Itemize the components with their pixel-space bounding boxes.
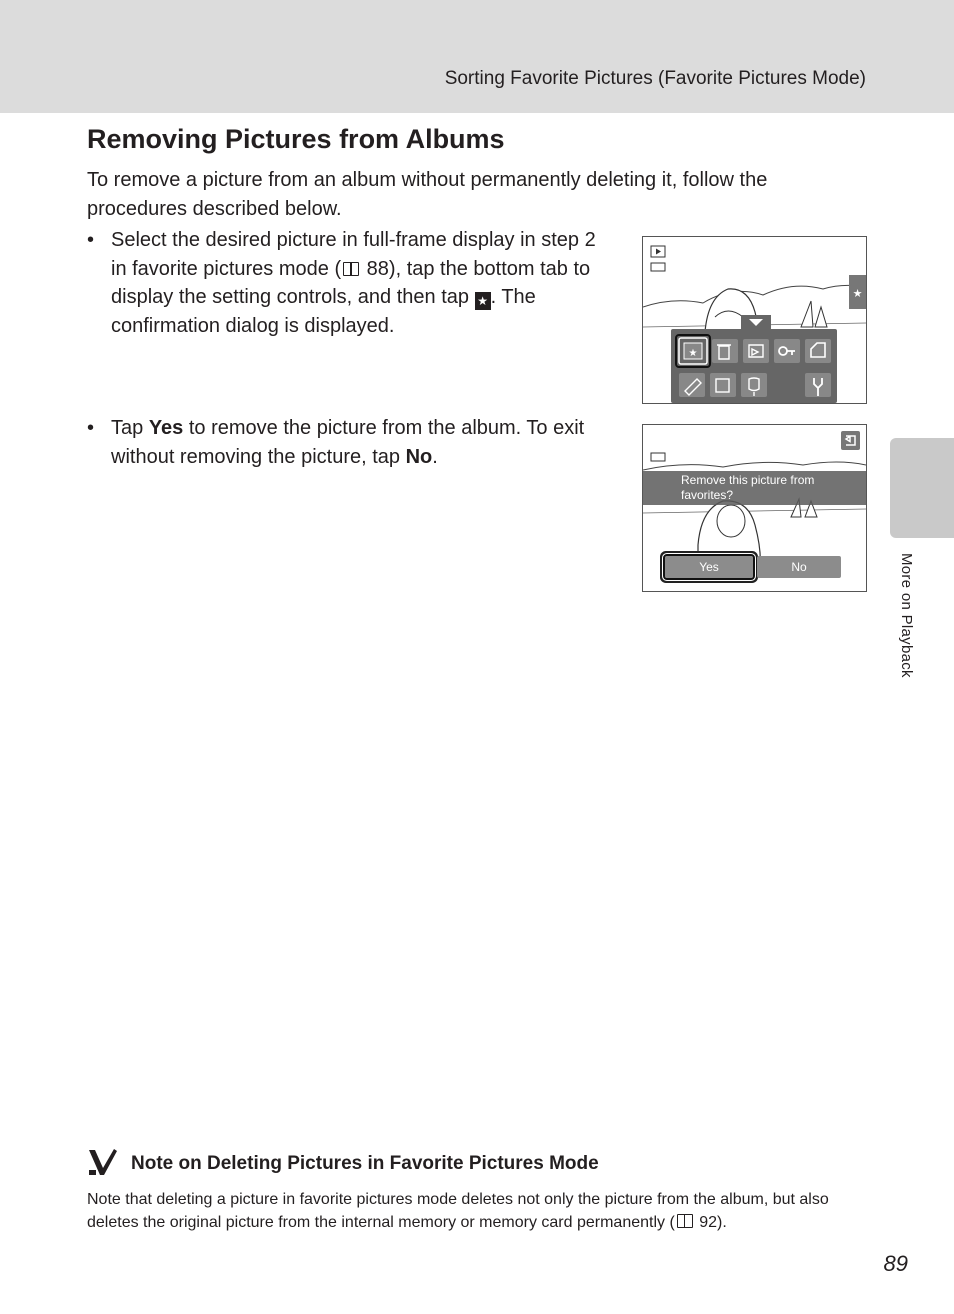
note-text-part: Note that deleting a picture in favorite pictures mode deletes not only the picture from the album, but also deletes the original picture from the internal memory or memory card permanently (: [87, 1191, 829, 1231]
settings-screen-illustration: [643, 237, 866, 403]
favorites-star-icon: ★: [475, 292, 491, 310]
note-heading: Note on Deleting Pictures in Favorite Pictures Mode: [131, 1153, 599, 1174]
svg-text:★: ★: [688, 348, 698, 359]
yes-keyword: Yes: [148, 417, 184, 439]
memory-icon: [651, 263, 665, 271]
bullet-text-1: [111, 226, 616, 340]
side-tab: [890, 438, 954, 538]
intro-paragraph: To remove a picture from an album without permanently deleting it, follow the procedures described below.: [87, 169, 768, 220]
running-header: Sorting Favorite Pictures (Favorite Pictures Mode): [444, 68, 866, 89]
bullet-dot: •: [87, 417, 95, 439]
bullet-item-2: [87, 414, 617, 474]
bullet-text-part: to remove the picture from the album. To exit without removing the picture, tap: [111, 417, 585, 468]
page-number: 89: [883, 1251, 908, 1276]
no-button[interactable]: No: [757, 556, 841, 578]
confirm-message: Remove this picture from favorites?: [643, 471, 866, 505]
header-band: [0, 0, 954, 113]
ref-page: 88: [366, 257, 389, 280]
edit-icon[interactable]: [710, 373, 736, 397]
note-check-icon: [88, 1148, 118, 1176]
memory-icon: [651, 453, 665, 461]
bullet-item-1: [87, 226, 617, 346]
bullet-text-part: ), tap the bottom tab to display the setting controls, and then tap: [111, 257, 591, 308]
book-ref-icon: [343, 262, 359, 276]
camera-screen-confirm: [642, 424, 867, 592]
bullet-text-2: [111, 414, 616, 471]
no-keyword: No: [405, 445, 433, 468]
bullet-text-part: .: [432, 445, 438, 468]
note-text-part: ).: [717, 1214, 727, 1231]
ref-page: 92: [699, 1214, 718, 1231]
bullet-text-part: Tap: [111, 417, 149, 439]
section-title: Removing Pictures from Albums: [87, 124, 505, 154]
bullet-text-part: . The confirmation dialog is displayed.: [111, 286, 536, 337]
paint-icon[interactable]: [679, 373, 705, 397]
note-body: [87, 1188, 867, 1234]
book-ref-icon: [677, 1214, 693, 1228]
side-tab-label: More on Playback: [898, 553, 915, 678]
svg-text:★: ★: [852, 288, 863, 300]
camera-screen-settings: [642, 236, 867, 404]
yes-button[interactable]: Yes: [665, 556, 753, 578]
bullet-dot: •: [87, 229, 95, 251]
bullet-text-part: Select the desired picture in full-frame display in step 2 in favorite pictures mode (: [111, 229, 596, 280]
